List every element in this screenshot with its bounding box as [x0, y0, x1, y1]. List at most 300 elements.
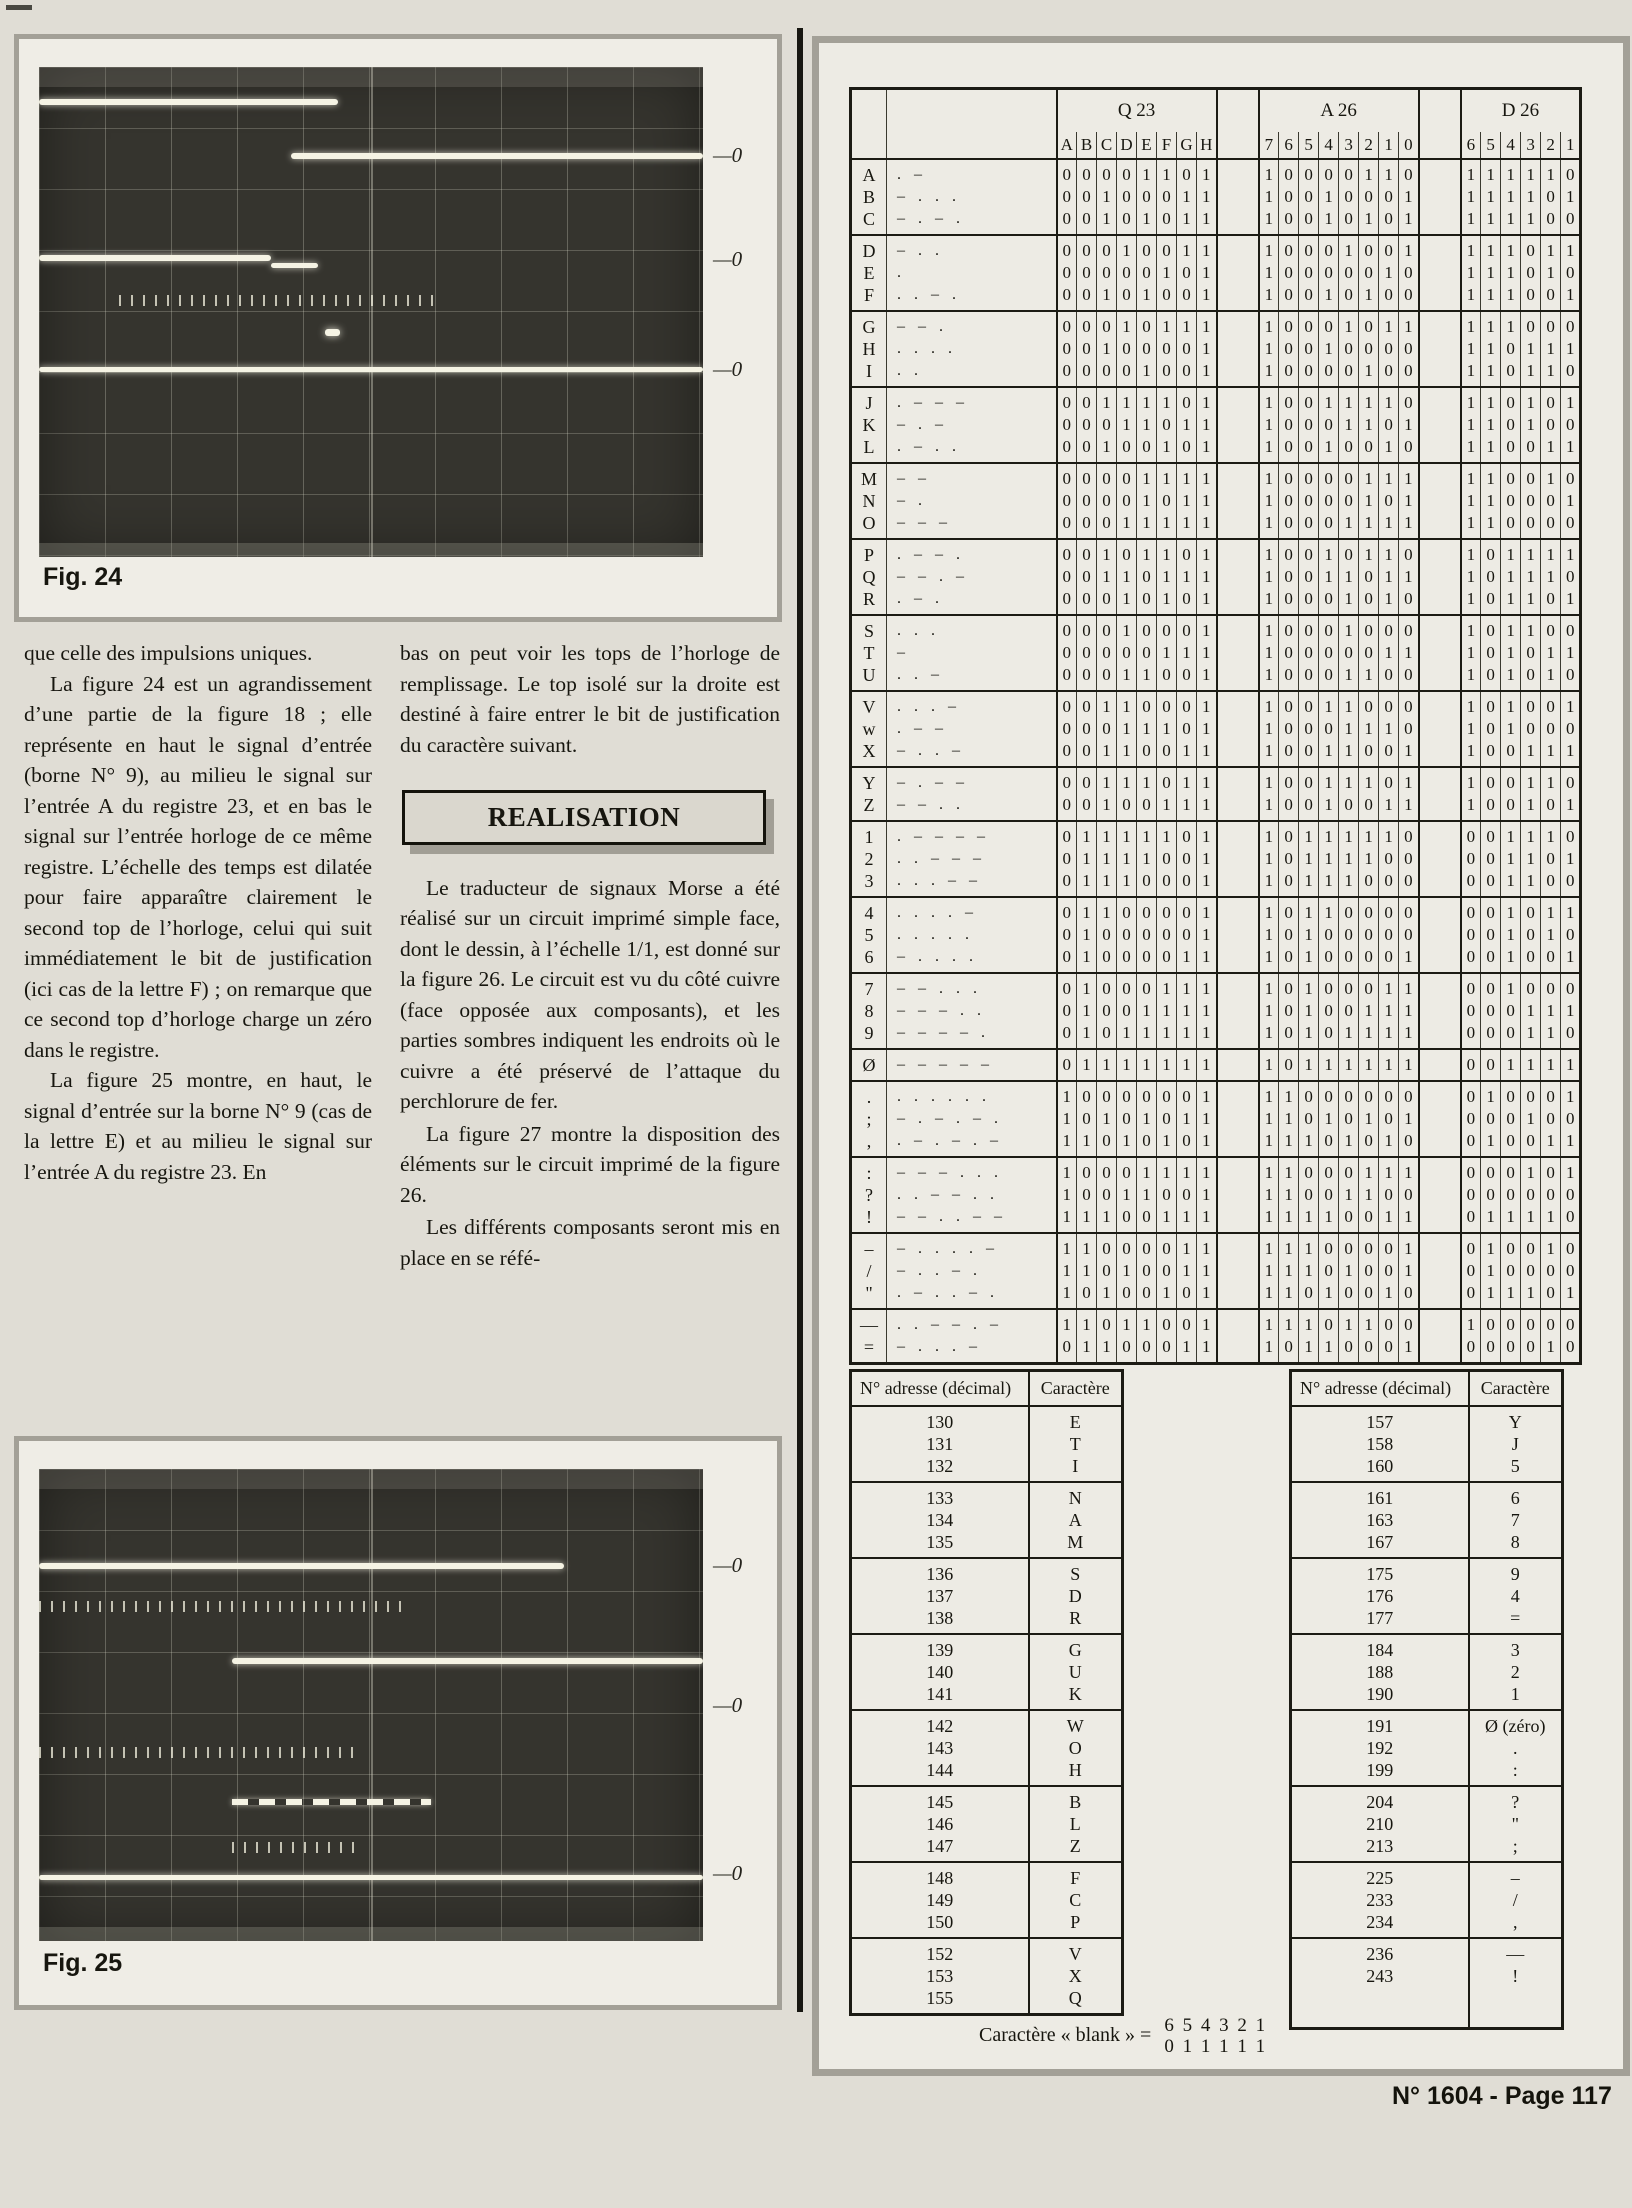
morse-row — [851, 512, 1581, 539]
a26-bit: 1 — [1259, 848, 1279, 870]
q23-bit: 0 — [1097, 1130, 1117, 1157]
d26-bit: 0 — [1541, 1309, 1561, 1336]
d26-bit: 0 — [1561, 159, 1581, 186]
q23-bit: 1 — [1197, 414, 1217, 436]
a26-bit: 1 — [1339, 740, 1359, 767]
a26-bit: 0 — [1359, 946, 1379, 973]
morse-row — [851, 1206, 1581, 1233]
d26-bit: 1 — [1481, 1206, 1501, 1233]
gap-cell — [1217, 897, 1259, 924]
character-cell: K — [1068, 1684, 1082, 1704]
address-row — [851, 1531, 1123, 1558]
corner-cell — [851, 132, 887, 159]
morse-row — [851, 924, 1581, 946]
d26-bit: 0 — [1561, 973, 1581, 1000]
d26-bit: 0 — [1521, 718, 1541, 740]
d26-bit: 0 — [1501, 1130, 1521, 1157]
morse-row — [851, 235, 1581, 262]
d26-bit: 1 — [1561, 284, 1581, 311]
address-row — [851, 1759, 1123, 1786]
q23-bit: 1 — [1197, 311, 1217, 338]
a26-bit-header: 3 — [1339, 132, 1359, 159]
d26-bit: 1 — [1461, 360, 1481, 387]
character-cell: , — [1513, 1912, 1518, 1932]
q23-bit: 1 — [1197, 387, 1217, 414]
a26-bit: 0 — [1379, 1081, 1399, 1108]
q23-bit: 1 — [1097, 1049, 1117, 1081]
a26-bit: 1 — [1259, 1022, 1279, 1049]
address-row — [1291, 1786, 1563, 1813]
a26-bit: 0 — [1379, 740, 1399, 767]
gap-cell — [1217, 284, 1259, 311]
a26-bit-header: 1 — [1379, 132, 1399, 159]
gap-cell — [1217, 615, 1259, 642]
q23-bit: 0 — [1057, 159, 1077, 186]
a26-bit: 0 — [1359, 870, 1379, 897]
address-table-left-body — [851, 1406, 1123, 2015]
q23-bit: 1 — [1097, 1282, 1117, 1309]
d26-bit: 0 — [1521, 463, 1541, 490]
d26-bit: 0 — [1521, 1184, 1541, 1206]
address-row — [1291, 1710, 1563, 1737]
a26-bit: 0 — [1319, 1130, 1339, 1157]
morse-row — [851, 1108, 1581, 1130]
q23-bit: 1 — [1057, 1206, 1077, 1233]
q23-bit: 0 — [1097, 490, 1117, 512]
q23-bit: 1 — [1077, 897, 1097, 924]
d26-bit: 1 — [1541, 1049, 1561, 1081]
a26-bit: 1 — [1259, 512, 1279, 539]
gap-cell — [1419, 1260, 1461, 1282]
gap-cell — [1217, 794, 1259, 821]
address-cell: 131 — [851, 1433, 1029, 1455]
gap-cell — [1419, 1309, 1461, 1336]
address-row — [1291, 1965, 1563, 2029]
address-cell: 210 — [1291, 1813, 1469, 1835]
q23-bit: 0 — [1077, 262, 1097, 284]
d26-bit: 0 — [1481, 588, 1501, 615]
address-cell: 135 — [851, 1531, 1029, 1558]
a26-bit: 1 — [1399, 740, 1419, 767]
a26-bit: 0 — [1339, 924, 1359, 946]
d26-bit: 0 — [1541, 691, 1561, 718]
morse-row — [851, 284, 1581, 311]
d26-bit: 1 — [1461, 414, 1481, 436]
q23-bit: 1 — [1077, 1049, 1097, 1081]
gap-cell — [1217, 1157, 1259, 1184]
character-cell: X — [1068, 1966, 1082, 1986]
character-cell: 4 — [851, 897, 887, 924]
q23-bit: 0 — [1097, 924, 1117, 946]
q23-bit: 0 — [1117, 1000, 1137, 1022]
d26-bit: 1 — [1521, 1282, 1541, 1309]
a26-bit: 1 — [1379, 1282, 1399, 1309]
address-cell: 132 — [851, 1455, 1029, 1482]
q23-bit: 1 — [1137, 159, 1157, 186]
a26-bit: 1 — [1399, 186, 1419, 208]
d26-bit: 1 — [1461, 208, 1481, 235]
article-column-1 — [24, 638, 372, 1187]
morse-row — [851, 1049, 1581, 1081]
morse-code-cell: – . – . — [897, 210, 963, 227]
address-header-row — [1291, 1371, 1563, 1407]
d26-bit: 1 — [1561, 186, 1581, 208]
a26-bit: 0 — [1399, 924, 1419, 946]
d26-bit: 1 — [1481, 490, 1501, 512]
q23-bit: 1 — [1137, 284, 1157, 311]
a26-bit: 1 — [1279, 1309, 1299, 1336]
q23-bit: 0 — [1077, 463, 1097, 490]
d26-bit: 0 — [1501, 1157, 1521, 1184]
q23-bit: 0 — [1097, 235, 1117, 262]
a26-bit: 1 — [1259, 387, 1279, 414]
a26-bit: 1 — [1259, 615, 1279, 642]
d26-bit: 1 — [1541, 664, 1561, 691]
character-cell: H — [851, 338, 887, 360]
gap-cell — [1217, 1336, 1259, 1364]
q23-bit: 0 — [1097, 512, 1117, 539]
gap-cell — [1217, 311, 1259, 338]
gap-cell — [1217, 664, 1259, 691]
address-cell: 145 — [851, 1786, 1029, 1813]
a26-bit: 0 — [1279, 1336, 1299, 1364]
q23-bit: 0 — [1157, 870, 1177, 897]
character-cell: 7 — [851, 973, 887, 1000]
a26-bit: 1 — [1299, 848, 1319, 870]
q23-bit: 1 — [1157, 1157, 1177, 1184]
a26-bit: 1 — [1399, 973, 1419, 1000]
d26-bit: 0 — [1481, 946, 1501, 973]
q23-bit: 1 — [1077, 1000, 1097, 1022]
character-cell: P — [851, 539, 887, 566]
a26-bit: 1 — [1299, 1049, 1319, 1081]
gap-cell — [1419, 718, 1461, 740]
paragraph: Le traducteur de signaux Morse a été réalisé sur un circuit imprimé simple face, dont le dessin, à l’échelle 1/1, est donné sur la figure 26. Le circuit est vu du côté cuivre (face opposée aux composants), et les parties sombres indiquent les endroits où le cuivre a été préservé de l’attaque du perchlorure de fer. — [400, 875, 780, 1113]
a26-bit: 1 — [1399, 1000, 1419, 1022]
a26-bit: 0 — [1299, 566, 1319, 588]
d26-bit: 1 — [1461, 338, 1481, 360]
q23-bit: 1 — [1137, 1000, 1157, 1022]
q23-bit: 1 — [1117, 311, 1137, 338]
a26-bit: 1 — [1379, 566, 1399, 588]
a26-bit: 0 — [1399, 897, 1419, 924]
q23-bit: 0 — [1117, 159, 1137, 186]
q23-bit: 1 — [1177, 208, 1197, 235]
blank-character-note — [979, 2015, 1267, 2058]
a26-bit: 0 — [1399, 360, 1419, 387]
q23-bit: 0 — [1077, 642, 1097, 664]
d26-bit: 1 — [1521, 870, 1541, 897]
d26-bit: 1 — [1521, 387, 1541, 414]
morse-row — [851, 1081, 1581, 1108]
a26-bit: 0 — [1339, 490, 1359, 512]
q23-bit: 0 — [1177, 159, 1197, 186]
d26-bit: 1 — [1501, 311, 1521, 338]
a26-bit: 1 — [1299, 1022, 1319, 1049]
a26-bit: 0 — [1319, 1260, 1339, 1282]
q23-bit: 1 — [1197, 615, 1217, 642]
q23-bit: 1 — [1137, 463, 1157, 490]
address-row — [851, 1938, 1123, 1965]
d26-bit: 0 — [1461, 1000, 1481, 1022]
q23-bit: 1 — [1157, 463, 1177, 490]
q23-bit: 0 — [1137, 691, 1157, 718]
a26-bit: 0 — [1379, 664, 1399, 691]
address-row — [851, 1987, 1123, 2015]
trace-blob — [325, 329, 340, 336]
address-cell: 161 — [1291, 1482, 1469, 1509]
a26-bit: 0 — [1359, 1206, 1379, 1233]
morse-row — [851, 1282, 1581, 1309]
a26-bit: 0 — [1299, 208, 1319, 235]
morse-code-cell: . – – . — [887, 539, 1057, 566]
morse-row — [851, 414, 1581, 436]
q23-bit: 1 — [1057, 1260, 1077, 1282]
q23-bit: 0 — [1057, 794, 1077, 821]
gap-cell — [1217, 490, 1259, 512]
a26-bit: 1 — [1259, 436, 1279, 463]
a26-bit: 1 — [1259, 664, 1279, 691]
q23-bit: 1 — [1197, 1000, 1217, 1022]
character-cell: ; — [851, 1108, 887, 1130]
gap-cell — [1419, 360, 1461, 387]
q23-bit: 0 — [1097, 159, 1117, 186]
gap-cell — [1217, 1049, 1259, 1081]
q23-bit: 1 — [1077, 946, 1097, 973]
d26-bit: 1 — [1521, 1000, 1541, 1022]
character-cell: I — [1072, 1456, 1079, 1476]
a26-bit: 0 — [1319, 235, 1339, 262]
q23-bit: 1 — [1137, 664, 1157, 691]
q23-bit: 0 — [1077, 615, 1097, 642]
d26-bit: 0 — [1501, 360, 1521, 387]
q23-bit: 1 — [1197, 767, 1217, 794]
morse-row — [851, 718, 1581, 740]
q23-bit: 0 — [1117, 539, 1137, 566]
d26-bit: 0 — [1481, 1108, 1501, 1130]
q23-bit: 0 — [1137, 235, 1157, 262]
a26-bit: 0 — [1299, 159, 1319, 186]
q23-bit: 0 — [1057, 973, 1077, 1000]
d26-bit: 0 — [1501, 1260, 1521, 1282]
q23-bit: 0 — [1157, 897, 1177, 924]
address-cell: 133 — [851, 1482, 1029, 1509]
a26-bit: 0 — [1279, 924, 1299, 946]
q23-bit-header: B — [1077, 132, 1097, 159]
q23-bit: 0 — [1117, 1282, 1137, 1309]
address-row — [851, 1585, 1123, 1607]
a26-bit: 1 — [1299, 1130, 1319, 1157]
address-cell: 141 — [851, 1683, 1029, 1710]
d26-bit: 1 — [1521, 159, 1541, 186]
a26-bit: 1 — [1379, 1022, 1399, 1049]
address-row — [851, 1406, 1123, 1433]
q23-bit: 0 — [1137, 946, 1157, 973]
address-cell: 175 — [1291, 1558, 1469, 1585]
d26-bit: 0 — [1501, 767, 1521, 794]
q23-bit: 1 — [1197, 1081, 1217, 1108]
d26-bit: 1 — [1501, 1049, 1521, 1081]
q23-bit: 0 — [1057, 539, 1077, 566]
a26-bit: 1 — [1259, 924, 1279, 946]
morse-table-body — [851, 159, 1581, 1364]
gap-cell — [1419, 132, 1461, 159]
q23-bit: 0 — [1177, 1184, 1197, 1206]
q23-bit: 1 — [1117, 615, 1137, 642]
d26-bit: 0 — [1541, 414, 1561, 436]
d26-bit: 0 — [1541, 794, 1561, 821]
a26-bit: 0 — [1359, 897, 1379, 924]
morse-code-cell: . . – – . – — [887, 1309, 1057, 1336]
q23-bit: 0 — [1177, 664, 1197, 691]
q23-bit: 0 — [1077, 718, 1097, 740]
address-cell: 148 — [851, 1862, 1029, 1889]
q23-bit: 0 — [1137, 870, 1157, 897]
q23-bit: 0 — [1077, 414, 1097, 436]
address-row — [851, 1737, 1123, 1759]
q23-bit: 1 — [1137, 767, 1157, 794]
d26-bit: 0 — [1541, 1081, 1561, 1108]
column-divider-rule — [797, 28, 803, 2012]
a26-bit: 1 — [1399, 208, 1419, 235]
a26-bit: 0 — [1279, 946, 1299, 973]
d26-bit: 1 — [1521, 848, 1541, 870]
character-cell: X — [851, 740, 887, 767]
q23-bit: 0 — [1117, 642, 1137, 664]
q23-bit: 0 — [1157, 338, 1177, 360]
d26-bit: 1 — [1541, 360, 1561, 387]
a26-bit: 1 — [1259, 897, 1279, 924]
a26-bit: 0 — [1399, 539, 1419, 566]
q23-bit: 0 — [1077, 208, 1097, 235]
d26-bit: 1 — [1461, 235, 1481, 262]
q23-bit: 1 — [1177, 794, 1197, 821]
d26-bit: 0 — [1541, 284, 1561, 311]
address-row — [1291, 1634, 1563, 1661]
d26-bit: 0 — [1461, 821, 1481, 848]
paragraph: La figure 25 montre, en haut, le signal d’entrée sur la borne N° 9 (cas de la lettre E) et au milieu le signal sur l’entrée A du registre 23. En — [24, 1068, 372, 1184]
a26-bit: 0 — [1299, 1081, 1319, 1108]
q23-bit: 1 — [1137, 387, 1157, 414]
character-cell: " — [851, 1282, 887, 1309]
q23-bit: 0 — [1137, 794, 1157, 821]
d26-bit: 0 — [1561, 262, 1581, 284]
address-row — [1291, 1433, 1563, 1455]
q23-bit: 1 — [1117, 1130, 1137, 1157]
signal-trace-register-a-step — [271, 263, 317, 268]
q23-bit: 0 — [1157, 767, 1177, 794]
a26-bit: 0 — [1319, 973, 1339, 1000]
tables-panel — [812, 36, 1630, 2076]
q23-bit: 1 — [1197, 946, 1217, 973]
address-cell: 184 — [1291, 1634, 1469, 1661]
a26-bit: 0 — [1299, 615, 1319, 642]
d26-bit: 0 — [1561, 664, 1581, 691]
a26-bit: 0 — [1339, 946, 1359, 973]
d26-bit: 0 — [1481, 1157, 1501, 1184]
d26-bit: 0 — [1561, 1022, 1581, 1049]
d26-bit: 1 — [1481, 338, 1501, 360]
gap-cell — [1217, 642, 1259, 664]
d26-bit: 0 — [1501, 1000, 1521, 1022]
q23-bit: 0 — [1137, 740, 1157, 767]
a26-bit: 0 — [1379, 897, 1399, 924]
address-header-row — [851, 1371, 1123, 1407]
d26-bit: 0 — [1481, 973, 1501, 1000]
q23-bit: 0 — [1077, 490, 1097, 512]
d26-bit: 1 — [1461, 566, 1481, 588]
a26-header: A 26 — [1259, 89, 1419, 133]
a26-bit: 0 — [1359, 740, 1379, 767]
d26-bit: 0 — [1561, 1206, 1581, 1233]
d26-bit: 1 — [1481, 208, 1501, 235]
q23-bit: 1 — [1117, 664, 1137, 691]
d26-bit: 0 — [1561, 414, 1581, 436]
d26-bit: 0 — [1561, 767, 1581, 794]
address-row — [1291, 1558, 1563, 1585]
morse-row — [851, 1022, 1581, 1049]
a26-bit: 1 — [1299, 946, 1319, 973]
a26-bit: 1 — [1299, 870, 1319, 897]
d26-bit: 0 — [1561, 1184, 1581, 1206]
a26-bit: 1 — [1359, 1309, 1379, 1336]
d26-bit: 1 — [1541, 235, 1561, 262]
character-cell: : — [1512, 1760, 1518, 1780]
a26-bit: 1 — [1259, 870, 1279, 897]
q23-bit: 0 — [1117, 1157, 1137, 1184]
q23-bit: 0 — [1177, 387, 1197, 414]
a26-bit: 1 — [1299, 821, 1319, 848]
morse-dashes-trace — [232, 1799, 431, 1805]
a26-bit: 0 — [1299, 1282, 1319, 1309]
morse-row — [851, 664, 1581, 691]
a26-bit: 0 — [1339, 436, 1359, 463]
q23-bit: 0 — [1057, 262, 1077, 284]
a26-bit: 0 — [1299, 1184, 1319, 1206]
morse-code-cell: – . – – — [887, 767, 1057, 794]
d26-bit: 1 — [1481, 387, 1501, 414]
a26-bit: 1 — [1359, 848, 1379, 870]
d26-bit: 0 — [1561, 821, 1581, 848]
a26-bit: 1 — [1379, 794, 1399, 821]
d26-bit: 1 — [1501, 664, 1521, 691]
gap-cell — [1419, 208, 1461, 235]
a26-bit: 0 — [1399, 436, 1419, 463]
a26-bit: 1 — [1319, 1336, 1339, 1364]
character-column-header: Caractère — [1029, 1371, 1123, 1407]
d26-bit: 1 — [1461, 539, 1481, 566]
address-cell: 139 — [851, 1634, 1029, 1661]
character-cell: C — [851, 208, 887, 235]
q23-bit: 1 — [1157, 436, 1177, 463]
gap-cell — [1217, 1022, 1259, 1049]
a26-bit: 1 — [1279, 1260, 1299, 1282]
a26-bit: 0 — [1339, 973, 1359, 1000]
address-cell: 137 — [851, 1585, 1029, 1607]
a26-bit: 0 — [1339, 1206, 1359, 1233]
a26-bit: 0 — [1359, 794, 1379, 821]
character-cell: — — [851, 1309, 887, 1336]
q23-bit: 1 — [1197, 159, 1217, 186]
d26-bit-header: 6 — [1461, 132, 1481, 159]
a26-bit: 0 — [1359, 1081, 1379, 1108]
d26-bit-header: 5 — [1481, 132, 1501, 159]
q23-bit: 1 — [1197, 821, 1217, 848]
d26-bit: 0 — [1461, 946, 1481, 973]
q23-bit: 0 — [1137, 1336, 1157, 1364]
character-cell: G — [851, 311, 887, 338]
q23-bit: 0 — [1177, 539, 1197, 566]
